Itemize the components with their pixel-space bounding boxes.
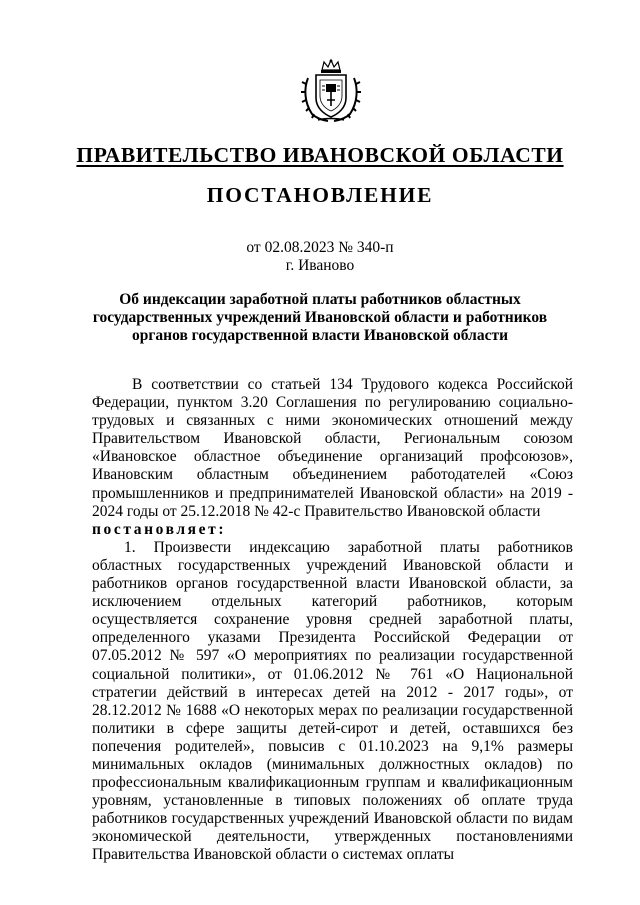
preamble-paragraph: В соответствии со статьей 134 Трудового кодекса Российской Федерации, пунктом 3.20 Соглашения по регулированию социально-трудовых и связанных с ними экономических отношений между Правительством Ивановской области, Региональным союзом «Ивановское областное объединение организаций профсоюзов», Ивановским областным объединением работодателей «Союз промышленников и предпринимателей Ивановской области» на 2019 - 2024 годы от 25.12.2018 № 42-с Правительство Ивановской области (92, 376, 573, 520)
document-date-number: от 02.08.2023 № 340-п (246, 239, 394, 256)
document-body (92, 376, 573, 865)
subject-line: Об индексации заработной платы работников областных (119, 291, 521, 308)
document-city: г. Иваново (285, 257, 355, 274)
resolves-word: постановляет: (92, 520, 227, 538)
subject-line: государственных учреждений Ивановской области и работников (92, 309, 548, 326)
ivanovo-coat-of-arms-icon (300, 58, 362, 124)
point-1-paragraph: 1. Произвести индексацию заработной платы работников областных государственных учреждений Ивановской области и работников органов государственной власти Ивановской области, за исключением отдельных категорий работников, которым осуществляется сохранение уровня средней заработной платы, определенного указами Президента Российской Федерации от 07.05.2012 № 597 «О мероприятиях по реализации государственной социальной политики», от 01.06.2012 № 761 «О Национальной стратегии действий в интересах детей на 2012 - 2017 годы», от 28.12.2012 № 1688 «О некоторых мерах по реализации государственной политики в сфере защиты детей-сирот и детей, оставшихся без попечения родителей», повысив с 01.10.2023 на 9,1% размеры минимальных окладов (минимальных должностных окладов) по профессиональным квалификационным группам и квалификационным уровням, установленные в типовых положениях об оплате труда работников государственных учреждений Ивановской области по видам экономической деятельности, утвержденных постановлениями Правительства Ивановской области о системах оплаты (92, 538, 573, 864)
subject-line: органов государственной власти Ивановской области (131, 327, 508, 344)
document-type-title: ПОСТАНОВЛЕНИЕ (206, 183, 434, 207)
document-subject (90, 291, 550, 345)
government-title: ПРАВИТЕЛЬСТВО ИВАНОВСКОЙ ОБЛАСТИ (76, 143, 564, 167)
